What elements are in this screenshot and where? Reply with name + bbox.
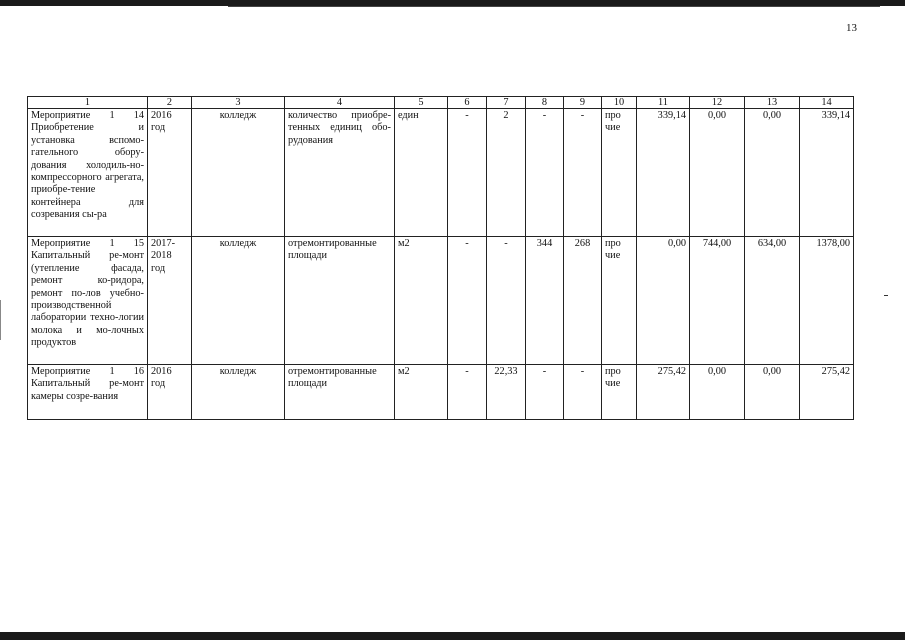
table-row	[28, 365, 854, 420]
amount-cell: 0,00	[690, 109, 745, 237]
amount-cell: 0,00	[745, 109, 800, 237]
executor-cell: колледж	[192, 237, 285, 365]
amount-cell: 275,42	[637, 365, 690, 420]
value-cell: -	[448, 365, 487, 420]
page-number: 13	[846, 22, 857, 34]
table-header-row	[28, 97, 854, 109]
header-cell: 8	[526, 97, 564, 109]
header-cell: 3	[192, 97, 285, 109]
source-cell: про чие	[602, 365, 637, 420]
period-cell: 2016 год	[148, 365, 192, 420]
value-cell: -	[526, 365, 564, 420]
value-cell: 268	[564, 237, 602, 365]
header-cell: 6	[448, 97, 487, 109]
amount-cell: 744,00	[690, 237, 745, 365]
value-cell: -	[564, 365, 602, 420]
unit-cell: м2	[395, 365, 448, 420]
unit-cell: м2	[395, 237, 448, 365]
header-cell: 9	[564, 97, 602, 109]
header-cell: 4	[285, 97, 395, 109]
margin-mark	[884, 295, 888, 296]
executor-cell: колледж	[192, 365, 285, 420]
amount-cell: 0,00	[745, 365, 800, 420]
value-cell: -	[487, 237, 526, 365]
value-cell: -	[564, 109, 602, 237]
header-cell: 14	[800, 97, 854, 109]
source-cell: про чие	[602, 237, 637, 365]
indicator-cell: отремонтированные площади	[285, 365, 395, 420]
header-cell: 10	[602, 97, 637, 109]
period-cell: 2017-2018 год	[148, 237, 192, 365]
table-row	[28, 237, 854, 365]
measure-name-cell: Мероприятие 1 15 Капитальный ре-монт (утепление фасада, ремонт ко-ридора, ремонт по-лов учебно-производственной лаборатории техно-логии молока и мо-лочных продуктов	[28, 237, 148, 365]
amount-cell: 0,00	[690, 365, 745, 420]
top-scan-line	[228, 6, 880, 7]
header-cell: 7	[487, 97, 526, 109]
value-cell: 22,33	[487, 365, 526, 420]
amount-cell: 634,00	[745, 237, 800, 365]
header-cell: 5	[395, 97, 448, 109]
measures-table	[27, 96, 854, 420]
total-cell: 1378,00	[800, 237, 854, 365]
value-cell: -	[448, 109, 487, 237]
total-cell: 275,42	[800, 365, 854, 420]
header-cell: 13	[745, 97, 800, 109]
executor-cell: колледж	[192, 109, 285, 237]
indicator-cell: количество приобре-тенных единиц обо-рудования	[285, 109, 395, 237]
header-cell: 1	[28, 97, 148, 109]
value-cell: 344	[526, 237, 564, 365]
left-scan-mark	[0, 300, 1, 340]
unit-cell: един	[395, 109, 448, 237]
header-cell: 2	[148, 97, 192, 109]
period-cell: 2016 год	[148, 109, 192, 237]
table-row	[28, 109, 854, 237]
bottom-scan-border	[0, 632, 905, 640]
header-cell: 12	[690, 97, 745, 109]
header-cell: 11	[637, 97, 690, 109]
indicator-cell: отремонтированные площади	[285, 237, 395, 365]
value-cell: -	[448, 237, 487, 365]
amount-cell: 339,14	[637, 109, 690, 237]
value-cell: -	[526, 109, 564, 237]
measure-name-cell: Мероприятие 1 16 Капитальный ре-монт камеры созре-вания	[28, 365, 148, 420]
amount-cell: 0,00	[637, 237, 690, 365]
source-cell: про чие	[602, 109, 637, 237]
total-cell: 339,14	[800, 109, 854, 237]
measure-name-cell: Мероприятие 1 14 Приобретение и установка вспомо-гательного обору-дования холодиль-но-компрессорного агрегата, приобре-тение контейнера для созревания сы-ра	[28, 109, 148, 237]
value-cell: 2	[487, 109, 526, 237]
